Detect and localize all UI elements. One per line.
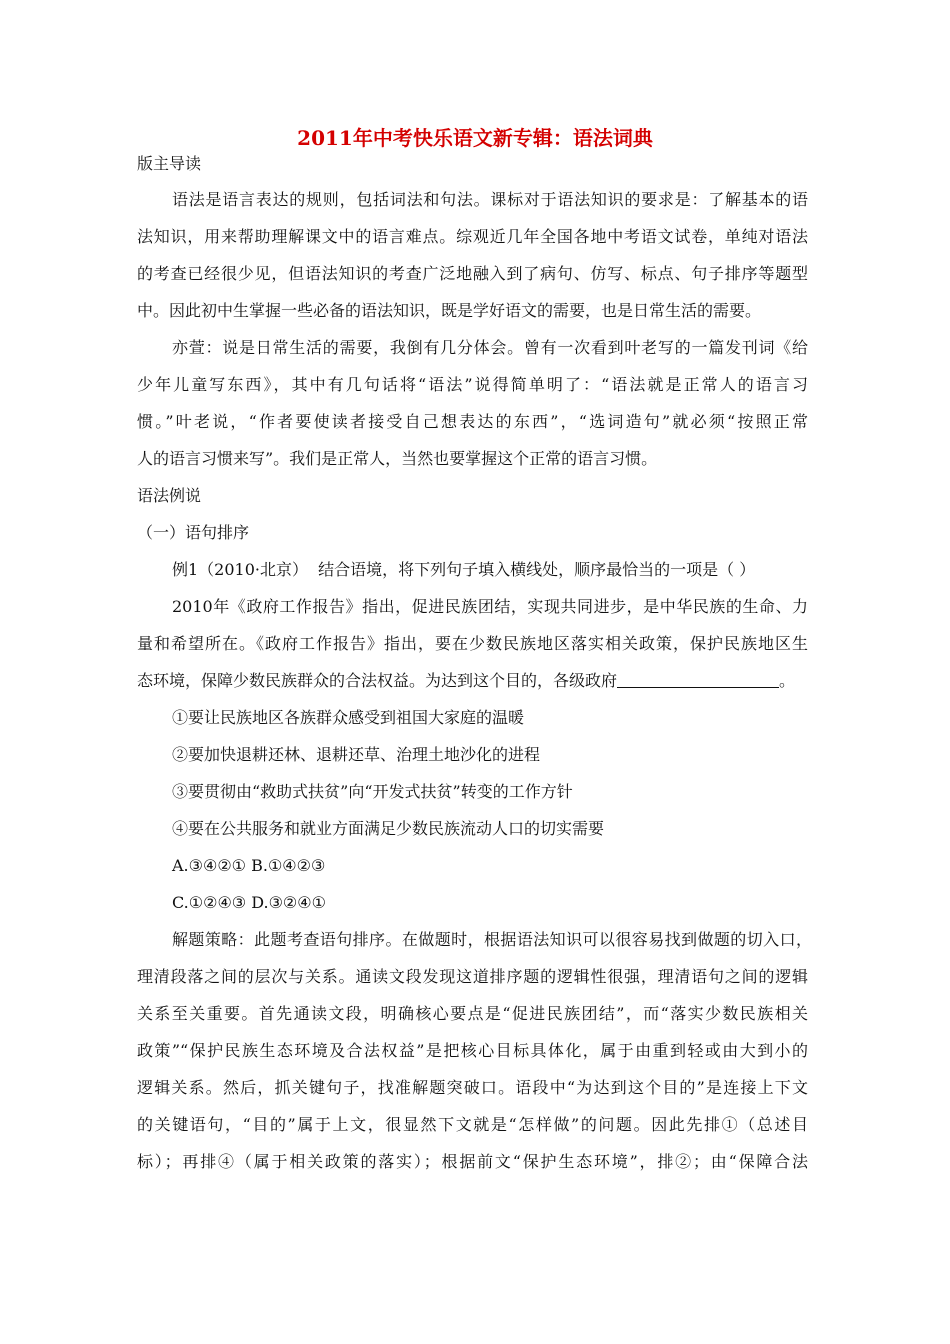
strategy-line: 关系至关重要。首先通读文段，明确核心要点是“促进民族团结”，而“落实少数民族相关 bbox=[137, 1004, 808, 1023]
strategy-line: 政策”“保护民族生态环境及合法权益”是把核心目标具体化，属于由重到轻或由大到小的 bbox=[137, 1041, 808, 1060]
strategy-line: 标）；再排④（属于相关政策的落实）；根据前文“保护生态环境”，排②；由“保障合法 bbox=[137, 1152, 808, 1171]
passage-line: 量和希望所在。《政府工作报告》指出，要在少数民族地区落实相关政策，保护民族地区生 bbox=[137, 634, 808, 653]
fill-in-blank bbox=[617, 671, 779, 688]
passage-end: 。 bbox=[779, 671, 796, 690]
paragraph-line: 惯。”叶老说，“作者要使读者接受自己想表达的东西”，“选词造句”就必须“按照正常 bbox=[137, 412, 808, 431]
paragraph-line: 人的语言习惯来写”。我们是正常人，当然也要掌握这个正常的语言习惯。 bbox=[137, 449, 658, 468]
answer-choices: A.③④②① B.①④②③ bbox=[172, 856, 326, 875]
answer-choices: C.①②④③ D.③②④① bbox=[172, 893, 326, 912]
paragraph-line: 法知识，用来帮助理解课文中的语言难点。综观近几年全国各地中考语文试卷，单纯对语法 bbox=[137, 227, 808, 246]
paragraph-line: 的考查已经很少见，但语法知识的考查广泛地融入到了病句、仿写、标点、句子排序等题型 bbox=[137, 264, 808, 283]
sub-heading: （一）语句排序 bbox=[137, 523, 250, 542]
option-item: ①要让民族地区各族群众感受到祖国大家庭的温暖 bbox=[172, 708, 525, 727]
document-title: 2011年中考快乐语文新专辑：语法词典 bbox=[297, 126, 653, 150]
paragraph-line: 中。因此初中生掌握一些必备的语法知识，既是学好语文的需要，也是日常生活的需要。 bbox=[137, 301, 762, 320]
paragraph-line: 少年儿童写东西》，其中有几句话将“语法”说得简单明了：“语法就是正常人的语言习 bbox=[137, 375, 808, 394]
option-item: ④要在公共服务和就业方面满足少数民族流动人口的切实需要 bbox=[172, 819, 605, 838]
option-item: ③要贯彻由“救助式扶贫”向“开发式扶贫”转变的工作方针 bbox=[172, 782, 573, 801]
strategy-line: 逻辑关系。然后，抓关键句子，找准解题突破口。语段中“为达到这个目的”是连接上下文 bbox=[137, 1078, 808, 1097]
option-item: ②要加快退耕还林、退耕还草、治理土地沙化的进程 bbox=[172, 745, 541, 764]
paragraph-line: 亦萱：说是日常生活的需要，我倒有几分体会。曾有一次看到叶老写的一篇发刊词《给 bbox=[172, 338, 808, 357]
strategy-line: 解题策略：此题考查语句排序。在做题时，根据语法知识可以很容易找到做题的切入口， bbox=[172, 930, 812, 949]
passage-line-with-blank bbox=[137, 669, 795, 693]
strategy-line: 的关键语句，“目的”属于上文，很显然下文就是“怎样做”的问题。因此先排①（总述目 bbox=[137, 1115, 808, 1134]
example-line: 例1（2010·北京） 结合语境，将下列句子填入横线处，顺序最恰当的一项是（ ） bbox=[172, 560, 756, 579]
paragraph-line: 语法是语言表达的规则，包括词法和句法。课标对于语法知识的要求是：了解基本的语 bbox=[172, 190, 808, 209]
strategy-line: 理清段落之间的层次与关系。通读文段发现这道排序题的逻辑性很强，理清语句之间的逻辑 bbox=[137, 967, 808, 986]
passage-text: 态环境，保障少数民族群众的合法权益。为达到这个目的，各级政府 bbox=[137, 671, 618, 690]
section-heading: 语法例说 bbox=[137, 486, 202, 505]
passage-line: 2010年《政府工作报告》指出，促进民族团结，实现共同进步，是中华民族的生命、力 bbox=[172, 597, 808, 616]
intro-heading: 版主导读 bbox=[137, 154, 202, 173]
